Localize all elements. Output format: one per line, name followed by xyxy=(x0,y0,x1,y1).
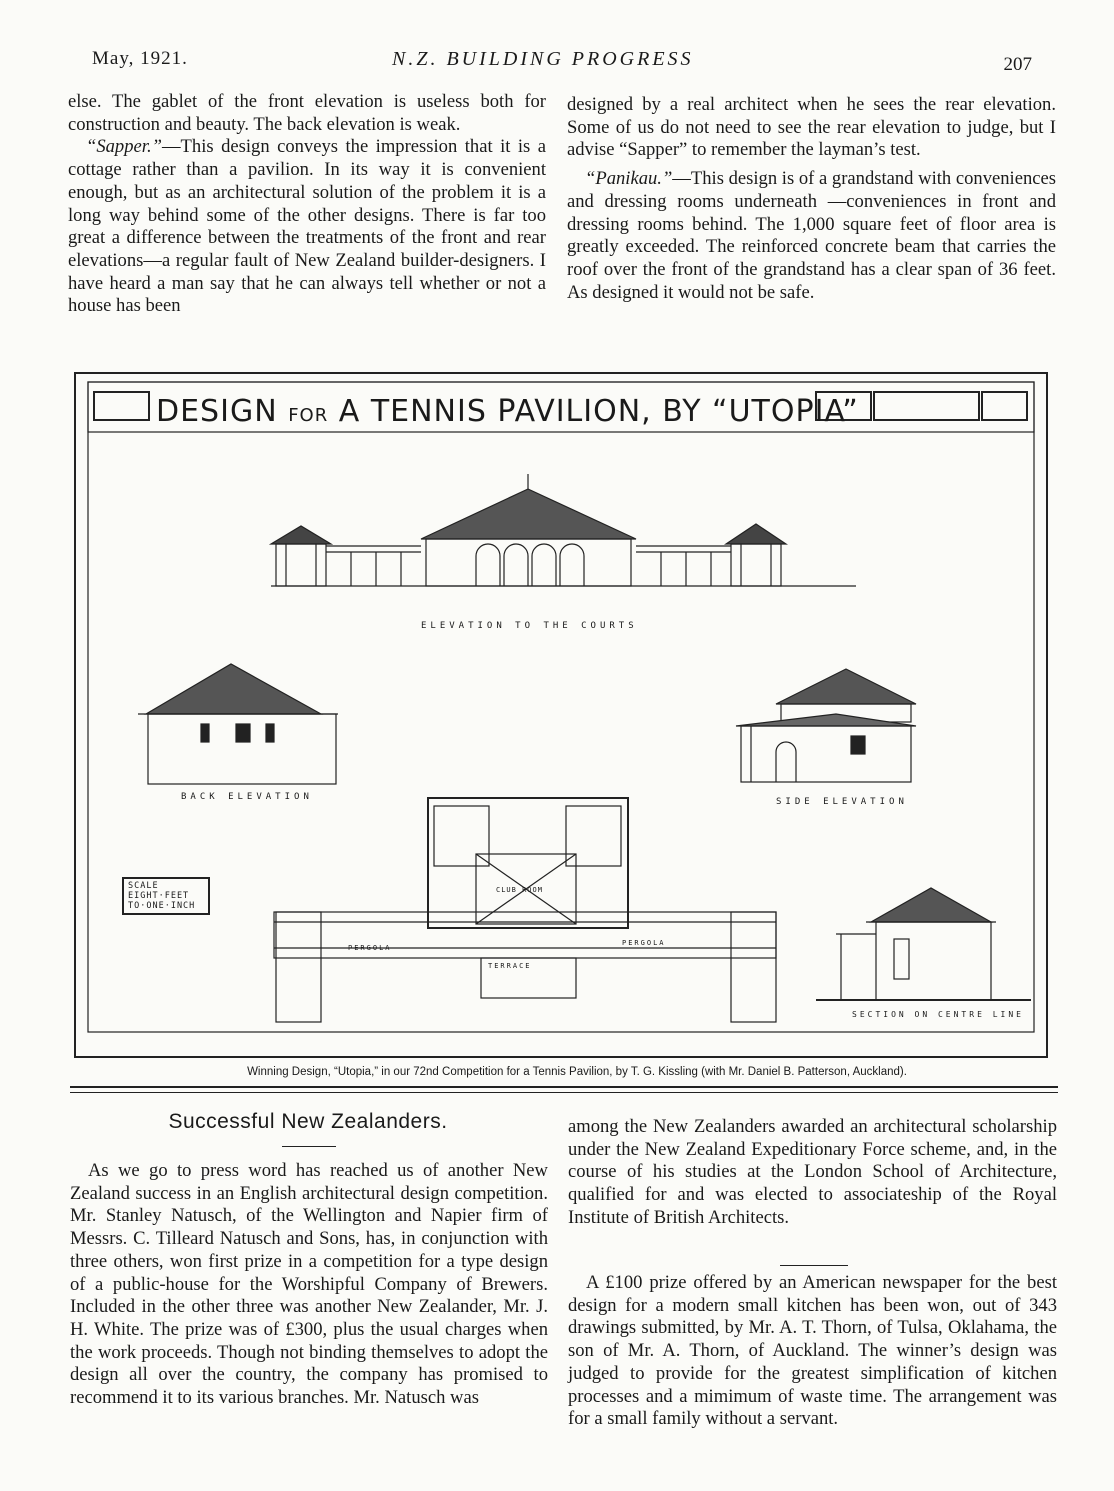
section-drawing xyxy=(816,888,1031,1000)
running-header xyxy=(92,48,1032,78)
label-elevation-courts: ELEVATION TO THE COURTS xyxy=(421,621,638,631)
divider-rule xyxy=(70,1086,1058,1088)
scale-line: SCALE xyxy=(128,881,159,891)
scale-line: EIGHT·FEET xyxy=(128,891,190,901)
article-paragraph-kitchen: A £100 prize offered by an American newspaper for the best design for a modern small kitchen has been won, out of 343 drawings submitted, by Mr. A. T. Thorn, of Tulsa, Oklahama, the son of Mr. A. Thorn, of Auckland. The winner’s design was judged to provide for the greatest simplification of kitchen processes and a mimimum of waste time. The arrangement was for a small family without a servant. xyxy=(568,1272,1057,1430)
paragraph-sapper xyxy=(68,136,546,318)
label-pergola-left: PERGOLA xyxy=(348,944,392,952)
page-number: 207 xyxy=(1003,54,1032,75)
paragraph: designed by a real architect when he sees the rear elevation. Some of us do not need to see the rear elevation to judge, but I advise “Sapper” to remember the layman’s test. xyxy=(567,94,1056,161)
plate-title xyxy=(156,394,859,429)
pseudonym: “Sapper.” xyxy=(86,136,162,158)
plan-drawing xyxy=(274,798,776,1022)
heading-rule xyxy=(282,1146,336,1147)
divider-rule-thin xyxy=(70,1092,1058,1093)
back-elevation-drawing xyxy=(138,664,338,784)
title-box-left xyxy=(94,392,149,420)
label-terrace: TERRACE xyxy=(488,962,532,970)
bottom-right-column xyxy=(568,1116,1057,1230)
article-paragraph-continued: among the New Zealanders awarded an architectural scholarship under the New Zealand Expeditionary Force scheme, and, in the course of his studies at the London School of Architecture, qualified for and was elected to associateship of the Royal Institute of British Architects. xyxy=(568,1116,1057,1228)
side-elevation-drawing xyxy=(736,669,916,782)
paragraph-text: —This design conveys the impression that it is a cottage rather than a pavilion. In its way it is convenient enough, but as an architectural solution of the problem it is a long way behind some of the other designs. There is far too great a difference between the treatments of the front and rear elevations—a regular fault of New Zealand builder-designers. I have heard a man say that he can always tell whether or not a house has been xyxy=(68,136,546,317)
paragraph: else. The gablet of the front elevation is useless both for construction and beauty. The back elevation is weak. xyxy=(68,91,546,135)
label-side-elevation: SIDE ELEVATION xyxy=(776,797,908,807)
plate-title-for: FOR xyxy=(288,405,329,426)
paragraph-text: —This design is of a grandstand with conveniences and dressing rooms underneath —conveniences in front and dressing rooms behind. The 1,000 square feet of floor area is greatly exceeded. The reinforced concrete beam that carries the roof over the front of the grandstand has a clear span of 36 feet. As designed it would not be safe. xyxy=(567,168,1056,303)
label-section: SECTION ON CENTRE LINE xyxy=(852,1010,1024,1019)
plate-caption: Winning Design, “Utopia,” in our 72nd Competition for a Tennis Pavilion, by T. G. Kissling (with Mr. Daniel B. Patterson, Auckland). xyxy=(247,1066,907,1078)
scale-box xyxy=(122,877,210,915)
title-box-r2 xyxy=(874,392,979,420)
article-heading: Successful New Zealanders. xyxy=(168,1110,448,1133)
scale-line: TO·ONE·INCH xyxy=(128,901,196,911)
top-right-column xyxy=(567,94,1056,304)
plate-drawing xyxy=(76,374,1046,1056)
journal-title: N.Z. BUILDING PROGRESS xyxy=(392,48,694,70)
pseudonym: “Panikau.” xyxy=(585,168,673,190)
label-back-elevation: BACK ELEVATION xyxy=(181,792,313,802)
plate-title-b: A TENNIS PAVILION, BY “UTOPIA” xyxy=(338,394,859,429)
architectural-plate xyxy=(74,372,1048,1058)
bottom-left-column xyxy=(70,1160,548,1410)
plate-title-a: DESIGN xyxy=(156,394,278,429)
paragraph-panikau xyxy=(567,168,1056,304)
elevation-courts-drawing xyxy=(271,474,856,586)
bottom-right-column-2 xyxy=(568,1272,1057,1431)
article-paragraph: As we go to press word has reached us of another New Zealand success in an English architectural design competition. Mr. Stanley Natusch, of the Wellington and Napier firm of Messrs. C. Tilleard Natusch and Sons, has, in conjunction with three others, won first prize in a competition for a type design of a public-house for the Worshipful Company of Brewers. Included in the other three was another New Zealander, Mr. J. H. White. The prize was of £300, plus the usual charges when the work proceeds. Though not binding themselves to adopt the design all over the country, the company has promised to recommend it to its various branches. Mr. Natusch was xyxy=(70,1160,548,1409)
section-rule xyxy=(780,1265,848,1266)
label-pergola-right: PERGOLA xyxy=(622,939,666,947)
label-club-room: CLUB ROOM xyxy=(496,886,543,894)
top-left-column xyxy=(68,91,546,318)
title-box-r3 xyxy=(982,392,1027,420)
issue-date: May, 1921. xyxy=(92,48,188,69)
